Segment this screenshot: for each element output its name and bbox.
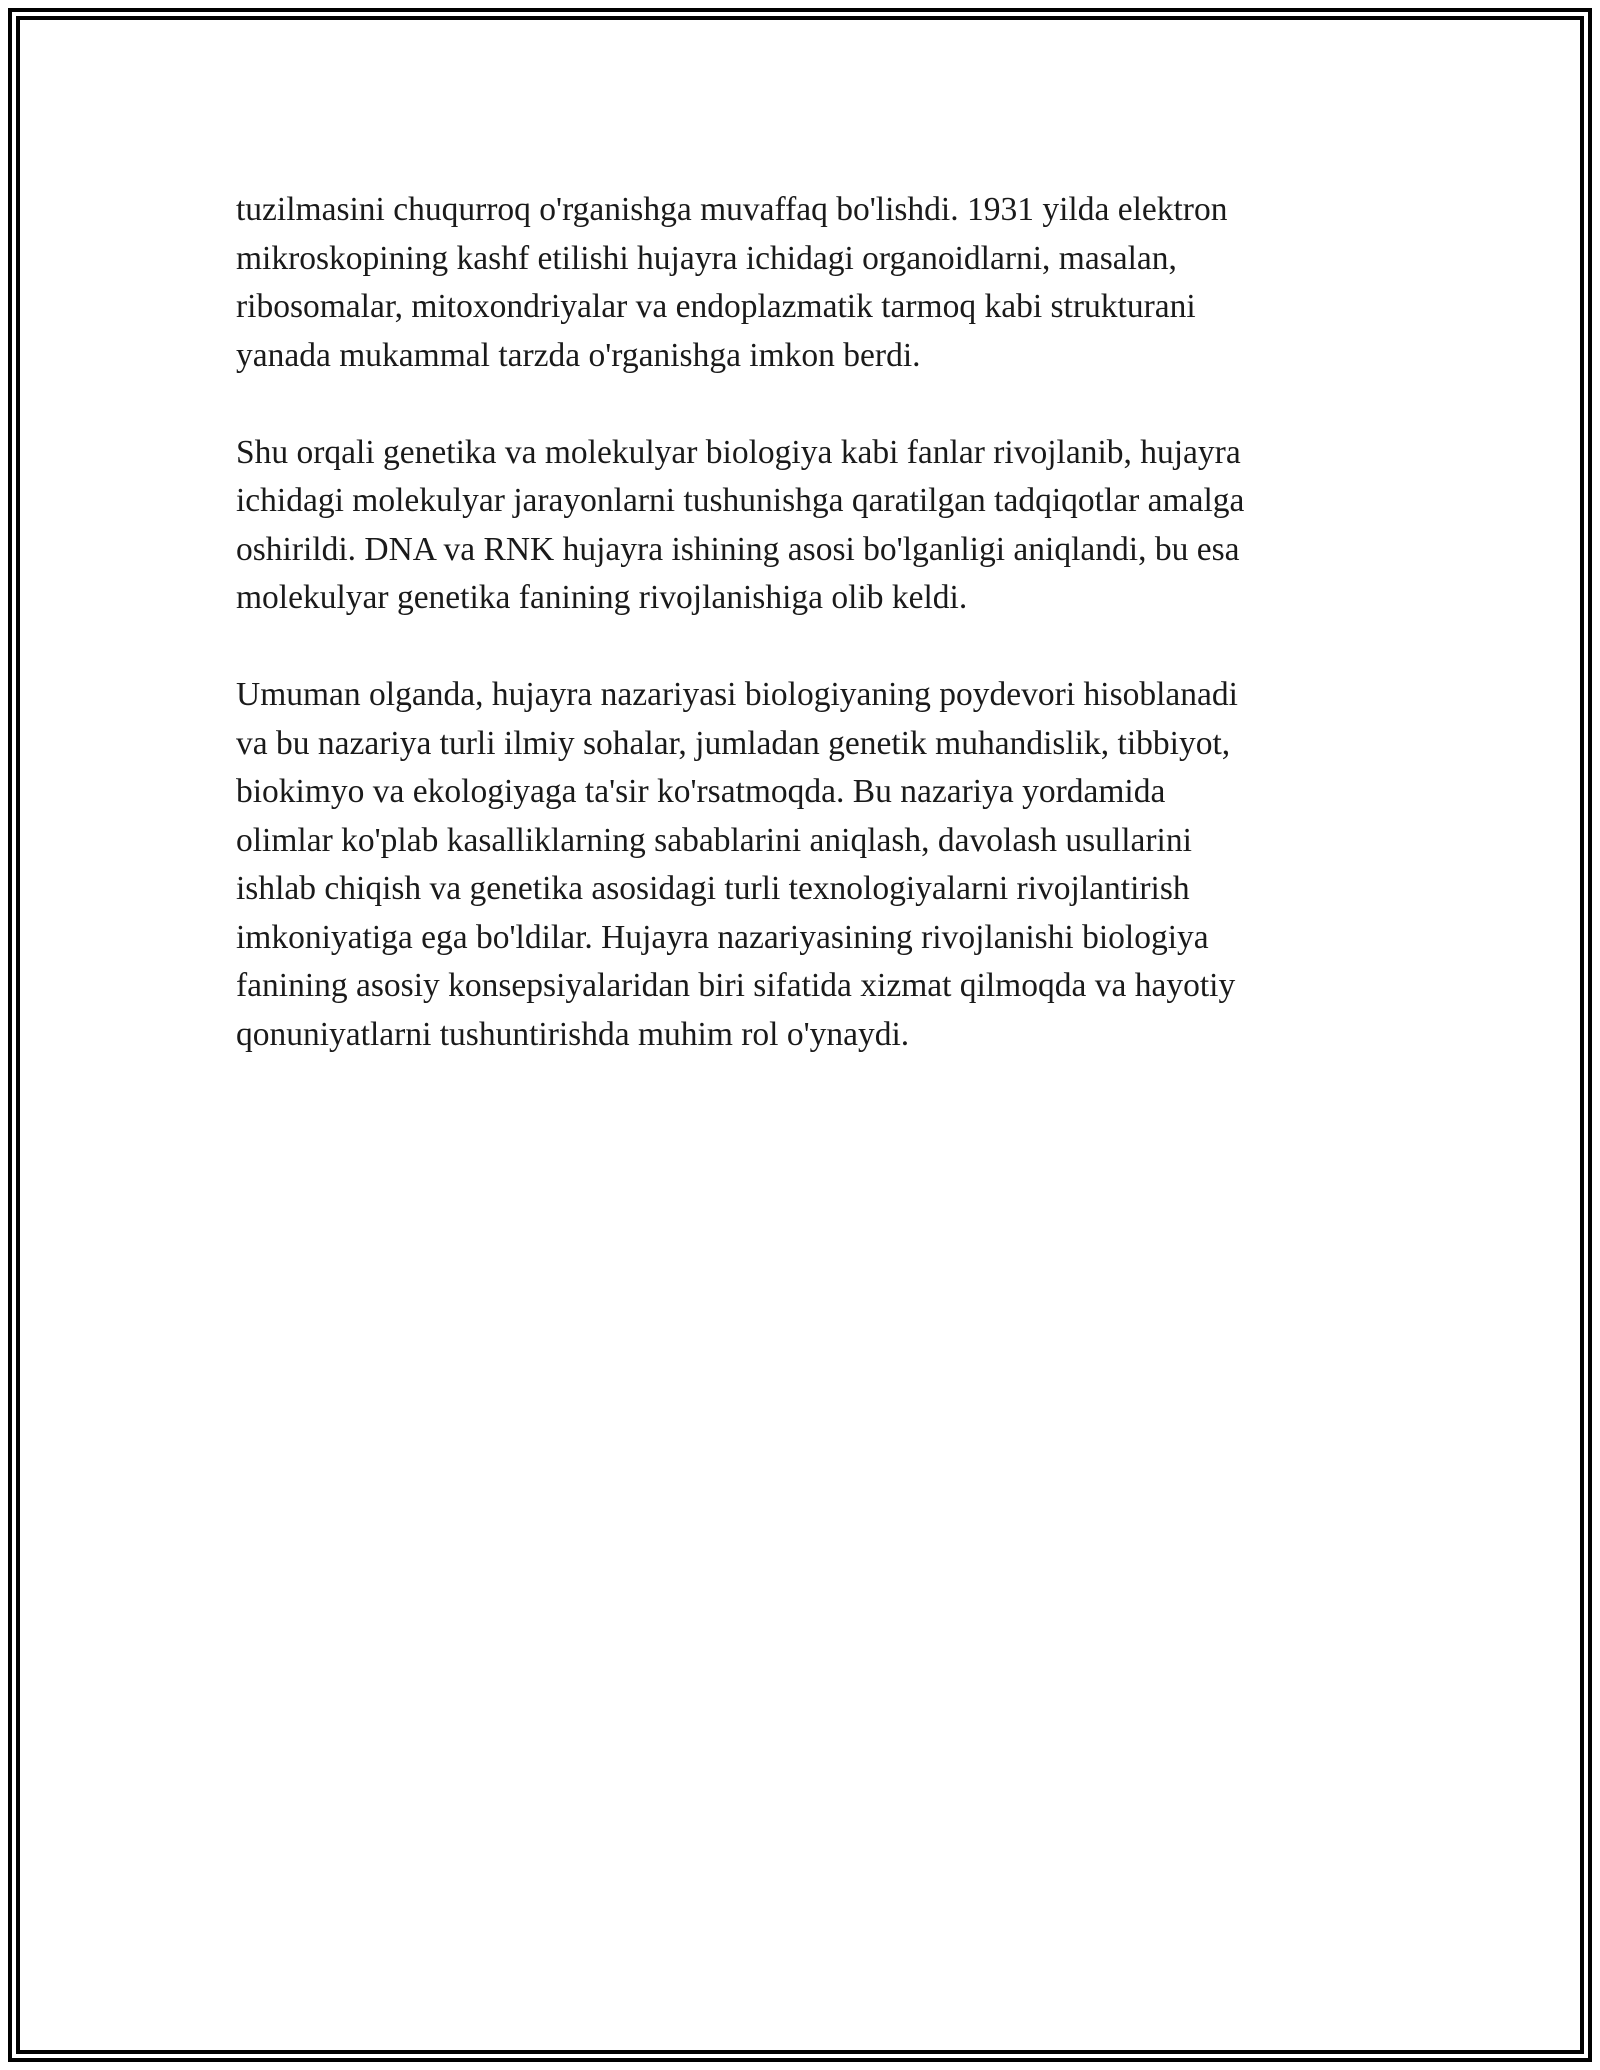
- text-line: ribosomalar, mitoxondriyalar va endoplazmatik tarmoq kabi strukturani: [236, 288, 1196, 325]
- text-line: va bu nazariya turli ilmiy sohalar, jumladan genetik muhandislik, tibbiyot,: [236, 724, 1231, 762]
- text-line: oshirildi. DNA va RNK hujayra ishining asosi bo'lganligi aniqlandi, bu esa: [236, 530, 1240, 568]
- text-line: olimlar ko'plab kasalliklarning sabablarini aniqlash, davolash usullarini: [236, 821, 1192, 859]
- text-line: yanada mukammal tarzda o'rganishga imkon berdi.: [236, 336, 921, 374]
- text-line: Umuman olganda, hujayra nazariyasi biologiyaning poydevori hisoblanadi: [236, 676, 1238, 713]
- text-line: fanining asosiy konsepsiyalaridan biri sifatida xizmat qilmoqda va hayotiy: [236, 967, 1236, 1004]
- text-line: biokimyo va ekologiyaga ta'sir ko'rsatmoqda. Bu nazariya yordamida: [236, 773, 1166, 810]
- paragraph-conclusion: [236, 671, 1376, 1059]
- text-line: qonuniyatlarni tushuntirishda muhim rol o'ynaydi.: [236, 1015, 910, 1053]
- text-line: ichidagi molekulyar jarayonlarni tushunishga qaratilgan tadqiqotlar amalga: [236, 482, 1245, 519]
- text-line: mikroskopining kashf etilishi hujayra ichidagi organoidlarni, masalan,: [236, 239, 1177, 277]
- text-line: molekulyar genetika fanining rivojlanishiga olib keldi.: [236, 579, 968, 616]
- text-line: Shu orqali genetika va molekulyar biologiya kabi fanlar rivojlanib, hujayra: [236, 433, 1241, 471]
- text-line: imkoniyatiga ega bo'ldilar. Hujayra nazariyasining rivojlanishi biologiya: [236, 918, 1209, 956]
- text-line: ishlab chiqish va genetika asosidagi turli texnologiyalarni rivojlantirish: [236, 870, 1190, 907]
- text-line: tuzilmasini chuqurroq o'rganishga muvaffaq bo'lishdi. 1931 yilda elektron: [236, 191, 1228, 228]
- document-body: [236, 186, 1376, 1108]
- paragraph-molecular-genetics: [236, 429, 1376, 623]
- paragraph-electron-microscopy: [236, 186, 1376, 380]
